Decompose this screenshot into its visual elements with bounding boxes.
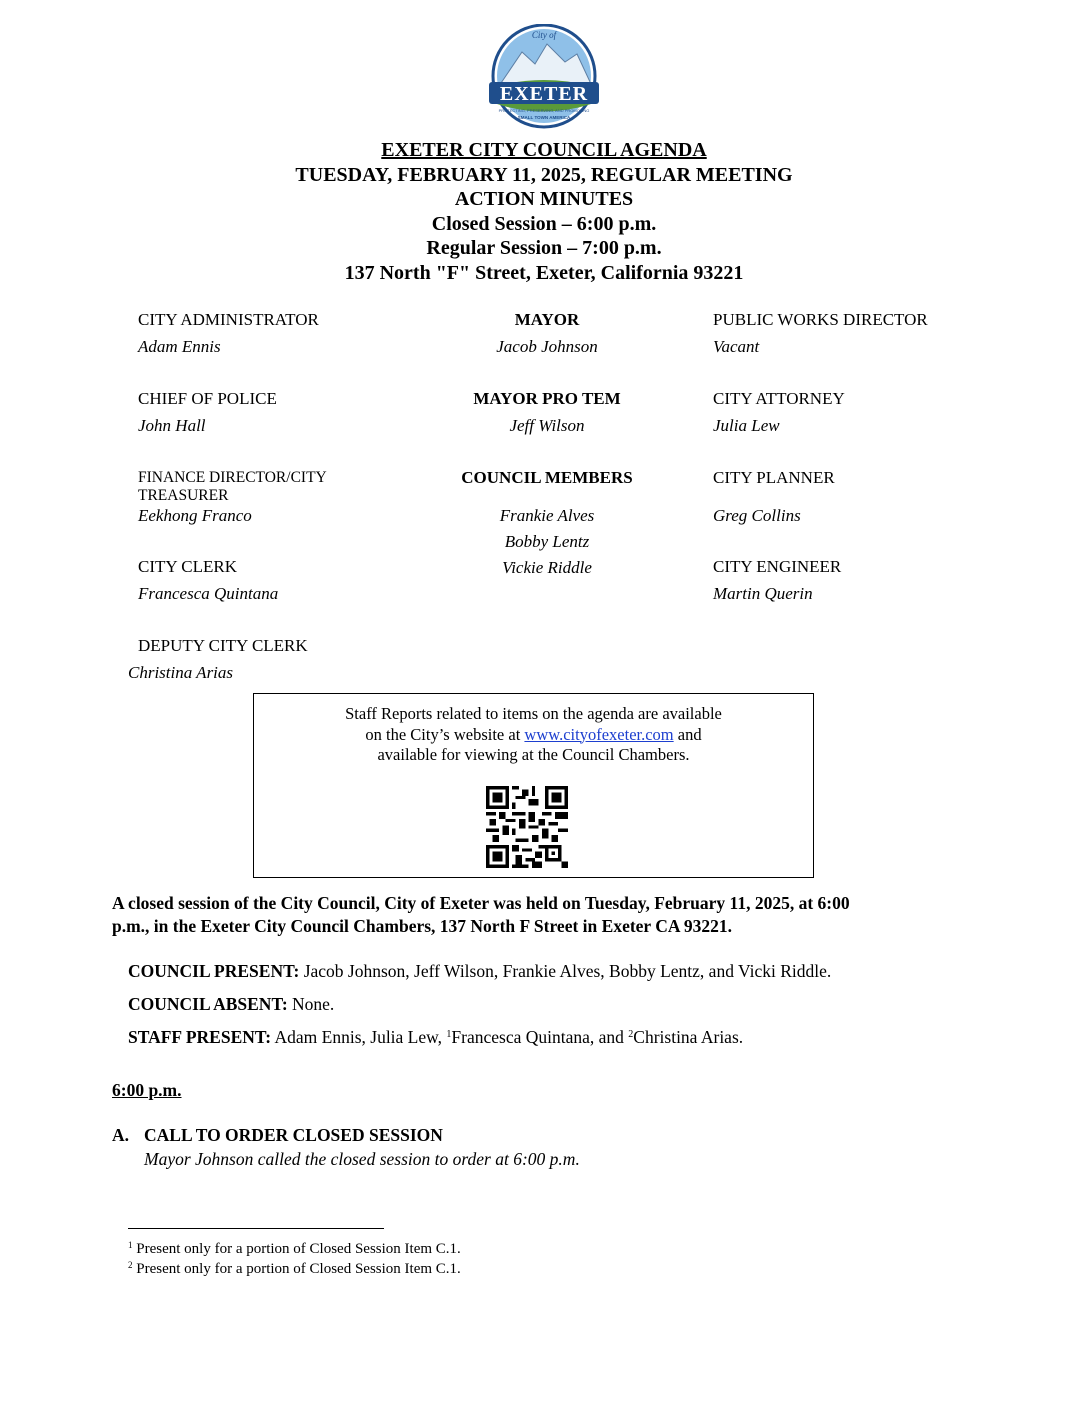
footnote-1-text: Present only for a portion of Closed Session Item C.1.	[132, 1241, 461, 1257]
council-present-label: COUNCIL PRESENT:	[128, 961, 300, 981]
closed-session-line2: p.m., in the Exeter City Council Chambers, 137 North F Street in Exeter CA 93221.	[112, 916, 733, 936]
name-city-clerk: Francesca Quintana	[138, 584, 279, 603]
meeting-address: 137 North "F" Street, Exeter, California 93221	[344, 261, 744, 284]
name-mayor-pro-tem: Jeff Wilson	[509, 416, 585, 435]
logo-tagline2: SMALL TOWN AMERICA	[517, 115, 571, 120]
logo-top-text: City of	[531, 30, 557, 40]
role-council-members: COUNCIL MEMBERS	[461, 468, 633, 487]
notice-line3: available for viewing at the Council Chambers.	[377, 745, 690, 764]
meeting-date: TUESDAY, FEBRUARY 11, 2025, REGULAR MEETING	[295, 163, 793, 186]
role-city-engineer: CITY ENGINEER	[713, 557, 842, 576]
footnote-1	[128, 1240, 461, 1258]
council-absent-label: COUNCIL ABSENT:	[128, 994, 288, 1014]
footnote-ref-2[interactable]: 2	[628, 1029, 634, 1040]
staff-reports-notice	[253, 693, 814, 878]
council-present-names: Jacob Johnson, Jeff Wilson, Frankie Alves, Bobby Lentz, and Vicki Riddle.	[299, 961, 832, 981]
notice-line2-pre: on the City’s website at	[365, 724, 525, 744]
role-public-works: PUBLIC WORKS DIRECTOR	[713, 310, 928, 329]
footnote-divider	[128, 1228, 384, 1229]
city-logo	[487, 24, 601, 136]
staff-present-names-b: Francesca Quintana, and	[451, 1027, 629, 1047]
time-heading: 6:00 p.m.	[112, 1080, 182, 1100]
closed-session-paragraph	[112, 892, 952, 938]
name-city-planner: Greg Collins	[713, 506, 801, 525]
logo-name: EXETER	[499, 83, 589, 105]
role-city-clerk: CITY CLERK	[138, 557, 238, 576]
qr-code[interactable]	[486, 786, 568, 868]
name-deputy-clerk: Christina Arias	[128, 663, 234, 682]
footnote-ref-1[interactable]: 1	[446, 1029, 452, 1040]
staff-present-names-a: Adam Ennis, Julia Lew,	[271, 1027, 447, 1047]
role-chief-police: CHIEF OF POLICE	[138, 389, 277, 408]
role-city-attorney: CITY ATTORNEY	[713, 389, 845, 408]
council-absent-names: None.	[287, 994, 335, 1014]
staff-present	[128, 1027, 743, 1048]
notice-text	[254, 704, 813, 766]
footnote-1-num: 1	[128, 1240, 133, 1250]
agenda-title: EXETER CITY COUNCIL AGENDA	[381, 139, 707, 161]
minutes-type: ACTION MINUTES	[454, 188, 634, 210]
section-a-title: CALL TO ORDER CLOSED SESSION	[144, 1125, 443, 1145]
footnote-2-num: 2	[128, 1260, 133, 1270]
role-mayor-pro-tem: MAYOR PRO TEM	[473, 389, 621, 408]
role-finance-director-line2: TREASURER	[138, 487, 229, 504]
logo-tagline: PROTECTING, PRESERVING, AND PROMOTING	[498, 108, 590, 113]
section-a-text: Mayor Johnson called the closed session to order at 6:00 p.m.	[144, 1149, 580, 1169]
agenda-header	[0, 138, 1088, 285]
city-logo-graphic	[487, 24, 601, 136]
staff-present-names-c: Christina Arias.	[633, 1027, 744, 1047]
name-finance-director: Eekhong Franco	[138, 506, 252, 525]
notice-line2	[254, 725, 813, 746]
closed-session-line1: A closed session of the City Council, City of Exeter was held on Tuesday, February 11, 2025, at 6:00	[112, 893, 850, 913]
name-city-administrator: Adam Ennis	[138, 337, 221, 356]
footnote-2	[128, 1260, 461, 1278]
name-council-member: Frankie Alves	[499, 506, 595, 525]
council-absent	[128, 994, 334, 1015]
name-city-engineer: Martin Querin	[713, 584, 813, 603]
closed-session-time: Closed Session – 6:00 p.m.	[431, 212, 657, 235]
role-city-planner: CITY PLANNER	[713, 468, 835, 487]
name-council-member: Vickie Riddle	[502, 558, 592, 577]
section-a-letter: A.	[112, 1125, 130, 1145]
notice-line1: Staff Reports related to items on the agenda are available	[345, 704, 722, 723]
staff-present-label: STAFF PRESENT:	[128, 1027, 272, 1047]
role-city-administrator: CITY ADMINISTRATOR	[138, 310, 319, 329]
section-a-heading	[112, 1125, 443, 1146]
council-present	[128, 961, 831, 982]
name-chief-police: John Hall	[138, 416, 206, 435]
regular-session-time: Regular Session – 7:00 p.m.	[426, 237, 662, 259]
name-mayor: Jacob Johnson	[496, 337, 598, 356]
role-deputy-clerk: DEPUTY CITY CLERK	[138, 636, 308, 655]
footnote-2-text: Present only for a portion of Closed Session Item C.1.	[132, 1261, 461, 1277]
name-city-attorney: Julia Lew	[713, 416, 780, 435]
website-link[interactable]: www.cityofexeter.com	[524, 724, 674, 744]
notice-line2-post: and	[673, 724, 702, 744]
name-public-works: Vacant	[713, 337, 760, 356]
name-council-member: Bobby Lentz	[504, 532, 590, 551]
role-finance-director-line1: FINANCE DIRECTOR/CITY	[138, 469, 327, 486]
role-mayor: MAYOR	[514, 310, 580, 329]
